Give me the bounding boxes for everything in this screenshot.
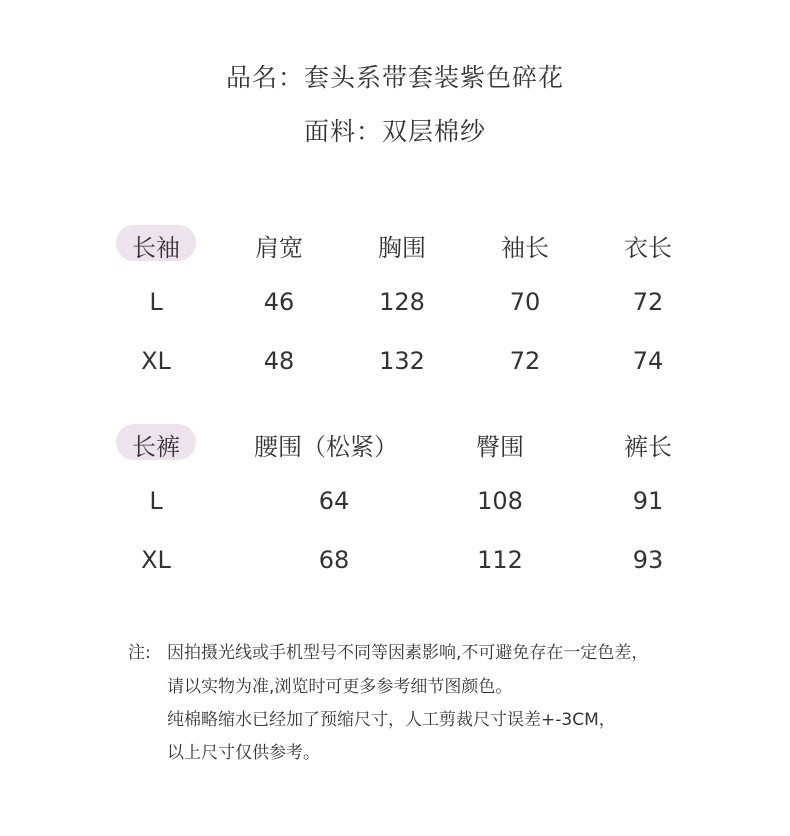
note-prefix: 注:: [128, 643, 151, 663]
table-cell: 108: [477, 487, 523, 515]
table-header: 胸围: [378, 234, 426, 262]
table-header: 长裤: [132, 433, 180, 461]
table-cell: 128: [379, 288, 425, 316]
table-header: 袖长: [501, 234, 549, 262]
table-cell: L: [149, 288, 163, 316]
table-cell: L: [149, 487, 163, 515]
table-header: 肩宽: [255, 234, 303, 262]
table-cell: XL: [141, 347, 171, 375]
table-header: 长袖: [132, 234, 180, 262]
table-header: 臀围: [476, 433, 524, 461]
table-cell: 112: [477, 546, 523, 574]
table-cell: 64: [318, 487, 350, 515]
table-header: 衣长: [624, 234, 672, 262]
note-line: 以上尺寸仅供参考。: [167, 743, 320, 763]
table-cell: 93: [632, 546, 664, 574]
table-cell: 70: [509, 288, 541, 316]
note-line: 请以实物为准,浏览时可更多参考细节图颜色。: [167, 677, 513, 697]
table-cell: 72: [632, 288, 664, 316]
table-cell: 48: [263, 347, 295, 375]
table-cell: 132: [379, 347, 425, 375]
table-header: 腰围（松紧）: [254, 433, 398, 461]
table-cell: 91: [632, 487, 664, 515]
product-name: 品名：套头系带套装紫色碎花: [225, 63, 564, 92]
table-cell: 46: [263, 288, 295, 316]
table-cell: 74: [632, 347, 664, 375]
fabric-info: 面料：双层棉纱: [303, 117, 486, 146]
table-header: 裤长: [624, 433, 672, 461]
table-cell: 72: [509, 347, 541, 375]
table-cell: 68: [318, 546, 350, 574]
table-cell: XL: [141, 546, 171, 574]
note-line: 因拍摄光线或手机型号不同等因素影响,不可避免存在一定色差，: [167, 643, 649, 663]
note-line: 纯棉略缩水已经加了预缩尺寸，人工剪裁尺寸误差+-3CM，: [167, 710, 616, 730]
